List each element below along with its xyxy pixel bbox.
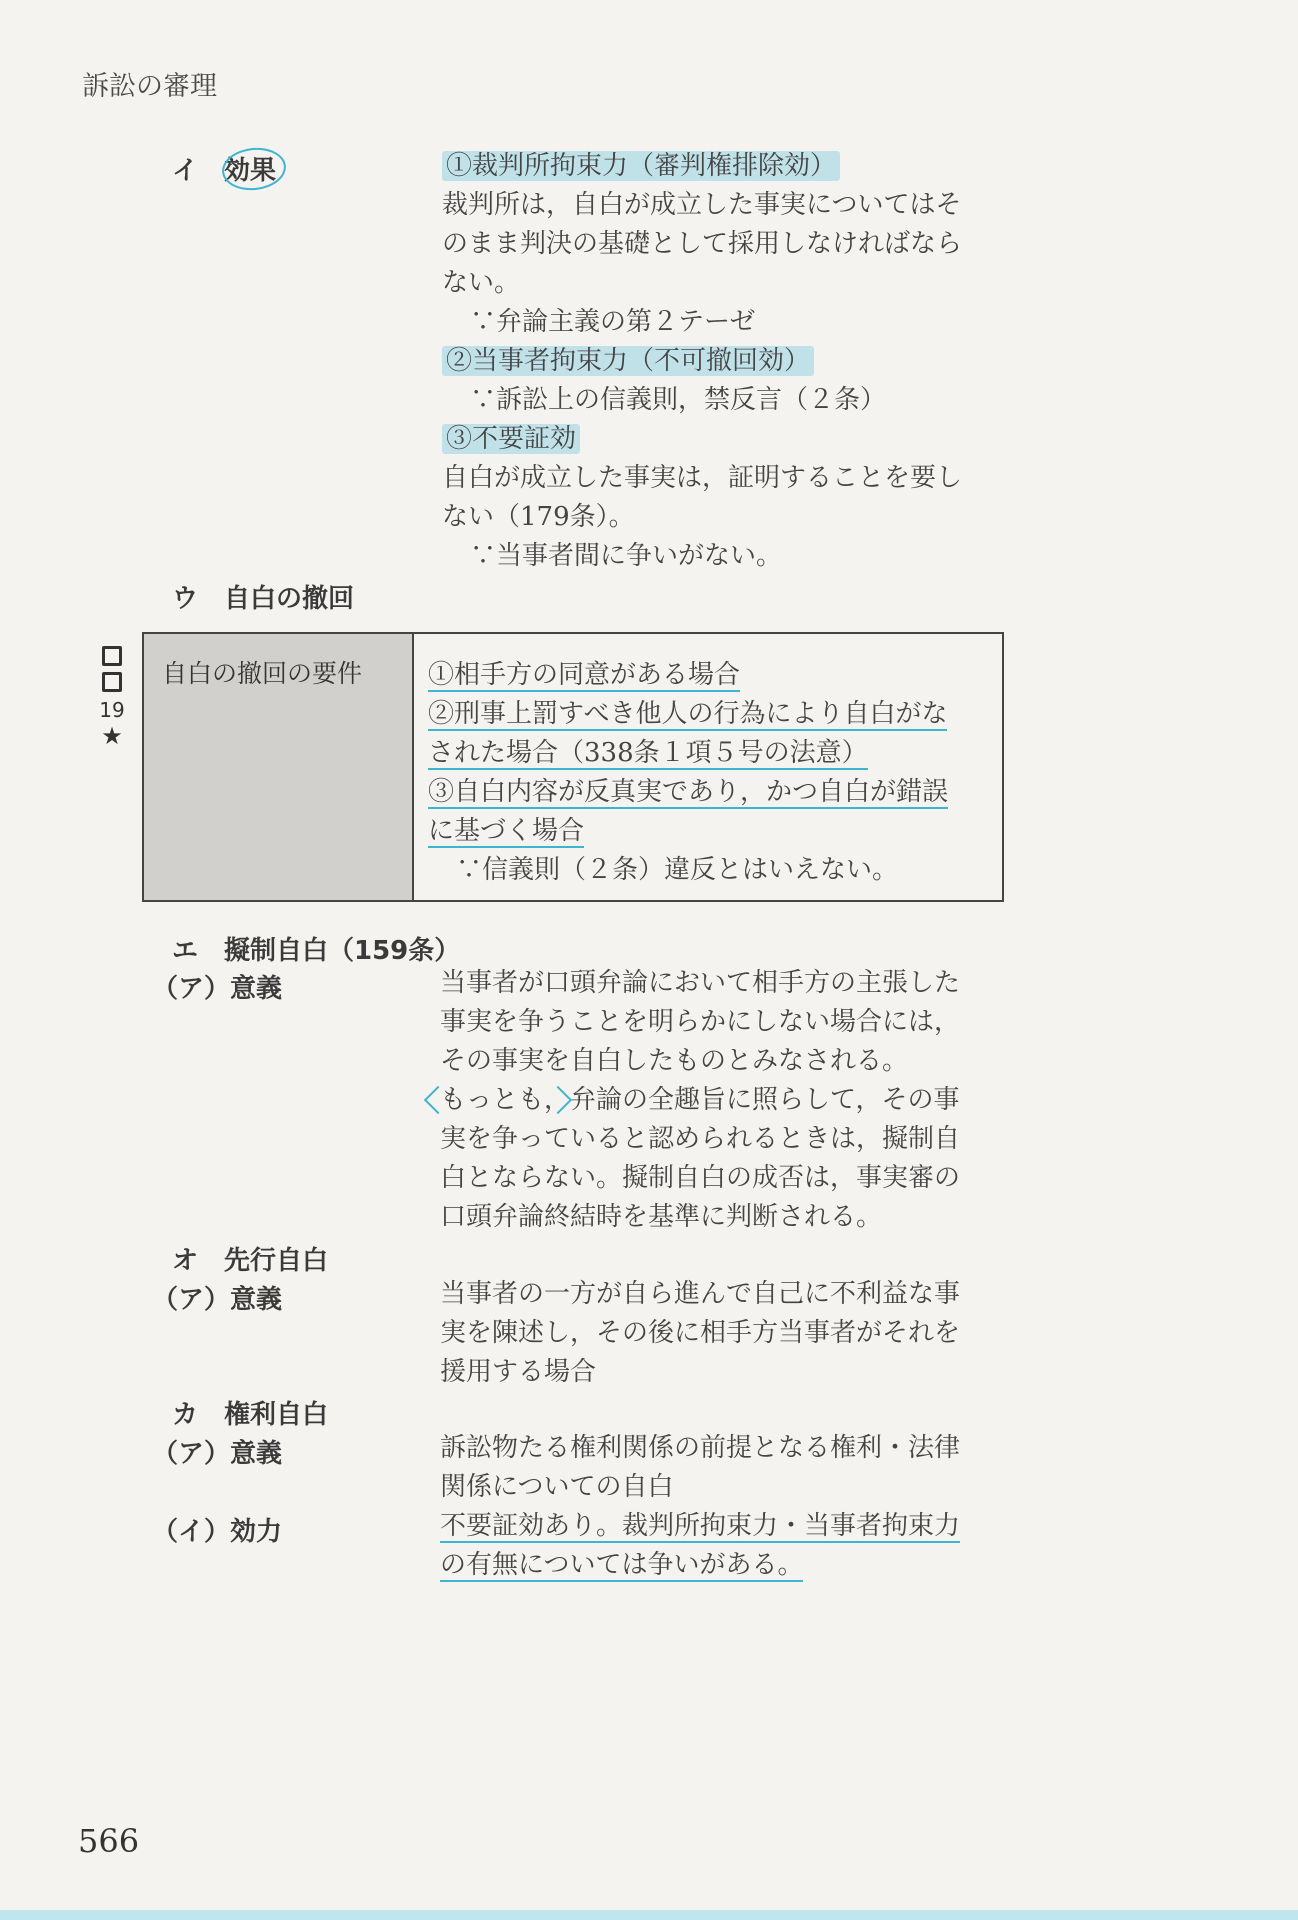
body-line: 実を陳述し，その後に相手方当事者がそれを (440, 1318, 961, 1348)
effect-item-1: ①裁判所拘束力（審判権排除効） (442, 151, 840, 181)
checkbox-icon[interactable] (102, 672, 122, 692)
preceding-admission-body (440, 1275, 1000, 1392)
box-label: 自白の撤回の要件 (162, 659, 363, 688)
running-header: 訴訟の審理 (82, 71, 217, 102)
effect-line: 裁判所は，自白が成立した事実についてはそ (442, 190, 962, 220)
star-icon: ★ (101, 722, 123, 750)
page-number: 566 (78, 1822, 140, 1860)
effect-reason: ∵弁論主義の第２テーゼ (470, 307, 756, 337)
question-number: 19 (99, 698, 125, 722)
label-meaning: （ア）意義 (152, 1439, 283, 1469)
requirement-reason: ∵信義則（２条）違反とはいえない。 (456, 855, 899, 885)
body-line: 当事者の一方が自ら進んで自己に不利益な事 (440, 1279, 961, 1309)
rights-admission-meaning-body (440, 1429, 1000, 1507)
requirement-1: ①相手方の同意がある場合 (428, 660, 741, 690)
body-line: 口頭弁論終結時を基準に判断される。 (440, 1202, 883, 1232)
body-line: 当事者が口頭弁論において相手方の主張した (440, 968, 961, 998)
review-checkboxes (96, 646, 128, 750)
body-line: 援用する場合 (440, 1357, 597, 1387)
body-line: その事実を自白したものとみなされる。 (440, 1046, 909, 1076)
requirement-2: ②刑事上罰すべき他人の行為により自白がな (428, 699, 948, 729)
effect-line: 自白が成立した事実は，証明することを要し (442, 463, 963, 493)
body-line-underlined: 不要証効あり。裁判所拘束力・当事者拘束力 (440, 1511, 961, 1541)
heading-constructive-admission: エ 擬制自白（159条） (172, 936, 461, 966)
requirement-3: ③自白内容が反真実であり，かつ自白が錯誤 (428, 777, 949, 807)
heading-rights-admission: カ 権利自白 (172, 1400, 329, 1430)
effect-line: ない。 (442, 268, 521, 298)
effect-item-2: ②当事者拘束力（不可撤回効） (442, 346, 814, 376)
body-line: 実を争っていると認められるときは，擬制自 (440, 1124, 961, 1154)
heading-effect: イ 効果 (172, 156, 277, 186)
heading-preceding-admission: オ 先行自白 (172, 1246, 329, 1276)
label-meaning: （ア）意義 (152, 1285, 283, 1315)
constructive-admission-body (440, 964, 1000, 1237)
withdrawal-requirements-box (142, 632, 1004, 902)
box-body (428, 656, 988, 890)
requirement-2-cont: された場合（338条１項５号の法意） (428, 738, 868, 768)
label-effect: （イ）効力 (152, 1517, 283, 1547)
effect-item-3: ③不要証効 (442, 424, 580, 454)
effect-line: ない（179条）。 (442, 502, 635, 532)
effect-body (442, 147, 1002, 576)
effect-reason: ∵訴訟上の信義則，禁反言（２条） (470, 385, 887, 415)
body-line: 訴訟物たる権利関係の前提となる権利・法律 (440, 1433, 961, 1463)
body-line: 事実を争うことを明らかにしない場合には， (440, 1007, 961, 1037)
checkbox-icon[interactable] (102, 646, 122, 666)
body-line: 白とならない。擬制自白の成否は，事実審の (440, 1163, 961, 1193)
body-line: 関係についての自白 (440, 1472, 674, 1502)
heading-withdrawal: ウ 自白の撤回 (172, 584, 355, 614)
body-line: もっとも，弁論の全趣旨に照らして，その事 (440, 1085, 960, 1115)
rights-admission-effect-body (440, 1507, 1000, 1585)
effect-reason: ∵当事者間に争いがない。 (470, 541, 783, 571)
label-meaning: （ア）意義 (152, 974, 283, 1004)
body-line-underlined: の有無については争いがある。 (440, 1550, 804, 1580)
requirement-3-cont: に基づく場合 (428, 816, 585, 846)
box-content-cell (414, 634, 1002, 900)
box-label-cell (144, 634, 414, 900)
effect-line: のまま判決の基礎として採用しなければなら (442, 229, 963, 259)
bottom-edge-strip (0, 1910, 1298, 1920)
